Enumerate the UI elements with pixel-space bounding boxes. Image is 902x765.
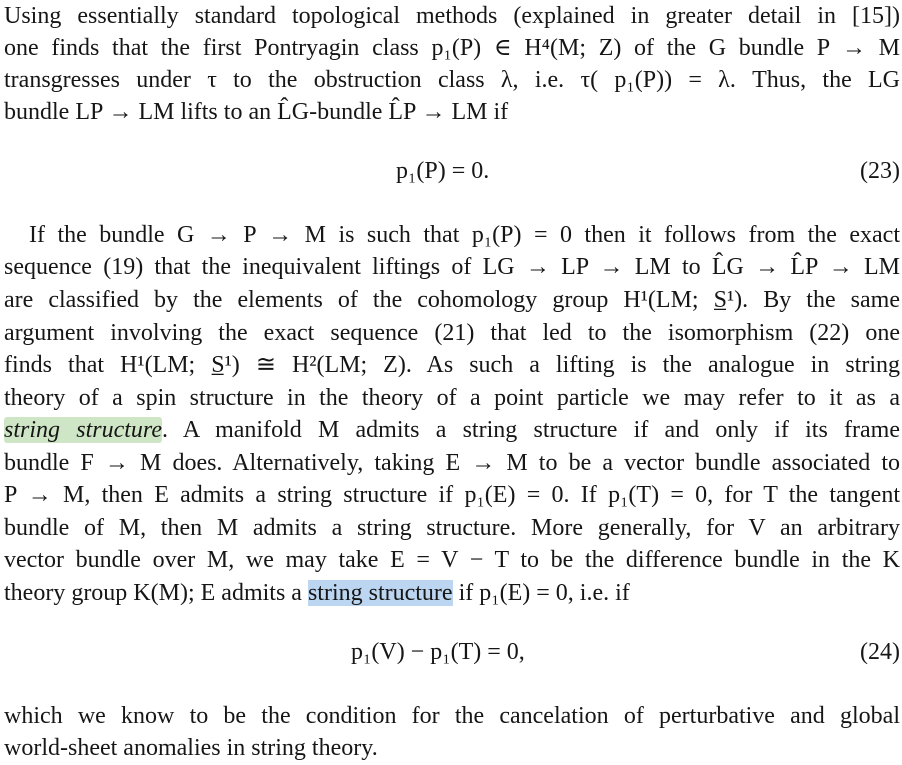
paragraph-3-line-2: world-sheet anomalies in string theory. (4, 735, 378, 761)
paragraph-2-line-8: bundle F → M does. Alternatively, taking E → M to be a vector bundle associated to (4, 450, 900, 476)
paragraph-2-line-4: argument involving the exact sequence (21) that led to the isomorphism (22) one (4, 320, 900, 346)
paragraph-3-line-1: which we know to be the condition for the cancelation of perturbative and global (4, 703, 900, 729)
paragraph-1-line-1: Using essentially standard topological methods (explained in greater detail in [15]) (4, 3, 900, 29)
paragraph-2-line-12-before: theory group K(M); E admits a (4, 580, 308, 606)
equation-24 (4, 636, 900, 669)
equation-24-number: (24) (860, 639, 900, 665)
string-structure-highlight-green[interactable]: string structure (4, 417, 162, 443)
paragraph-2-line-2: sequence (19) that the inequivalent liftings of LG → LP → LM to L̂G → L̂P → LM (4, 254, 900, 280)
string-structure-highlight-blue[interactable]: string structure (307, 580, 453, 606)
paragraph-1-line-3: transgresses under τ to the obstruction class λ, i.e. τ( p₁(P)) = λ. Thus, the LG (4, 67, 900, 93)
paragraph-2-line-7 (4, 414, 900, 447)
paragraph-2-line-12-after: if p₁(E) = 0, i.e. if (452, 580, 630, 606)
paragraph-2-line-3: are classified by the elements of the cohomology group H¹(LM; S̲¹). By the same (4, 287, 900, 313)
paragraph-2-line-6: theory of a spin structure in the theory of a point particle we may refer to it as a (4, 385, 900, 411)
equation-23-number: (23) (860, 158, 900, 184)
paragraph-2-line-10: bundle of M, then M admits a string structure. More generally, for V an arbitrary (4, 515, 900, 541)
paragraph-2-line-5: finds that H¹(LM; S̲¹) ≅ H²(LM; Z). As such a lifting is the analogue in string (4, 352, 900, 378)
equation-23-expression: p₁(P) = 0. (396, 158, 490, 184)
equation-23 (4, 155, 900, 188)
paragraph-1-line-2: one finds that the first Pontryagin class p₁(P) ∈ H⁴(M; Z) of the G bundle P → M (4, 35, 900, 61)
paragraph-2-line-9: P → M, then E admits a string structure if p₁(E) = 0. If p₁(T) = 0, for T the tangent (4, 482, 900, 508)
paragraph-2-line-11: vector bundle over M, we may take E = V − T to be the difference bundle in the K (4, 547, 900, 573)
paragraph-2-line-12 (4, 577, 900, 610)
equation-24-expression: p₁(V) − p₁(T) = 0, (351, 639, 525, 665)
paragraph-2-line-1: If the bundle G → P → M is such that p₁(P) = 0 then it follows from the exact (29, 222, 900, 248)
paragraph-1-line-4: bundle LP → LM lifts to an L̂G-bundle L̂P → LM if (4, 99, 509, 125)
paragraph-2-line-7-rest: . A manifold M admits a string structure if and only if its frame (162, 417, 900, 443)
